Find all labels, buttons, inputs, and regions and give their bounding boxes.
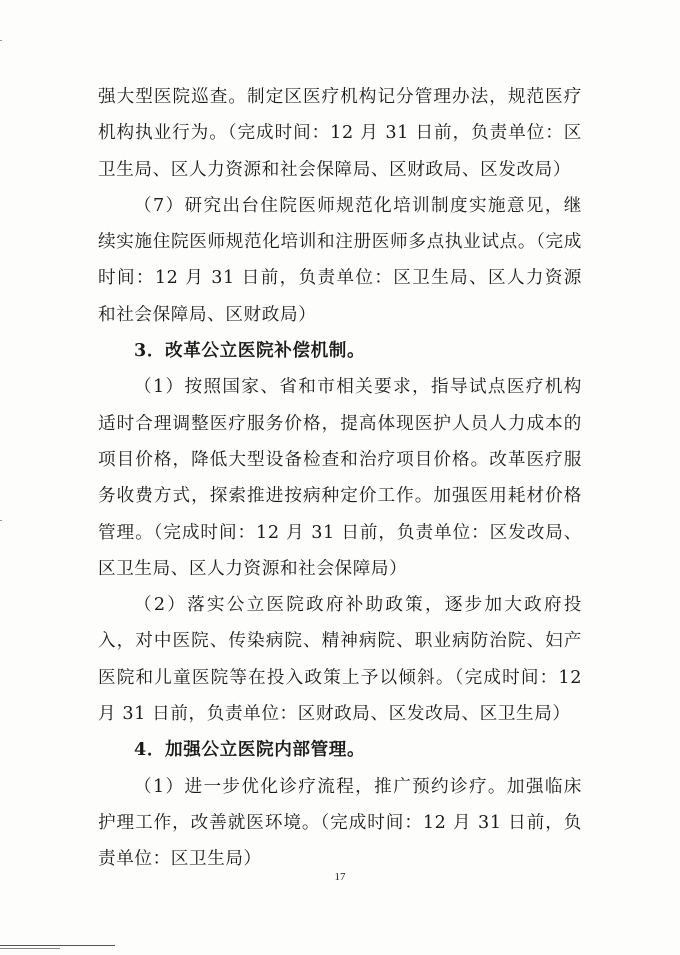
section-heading-internal-management: 4．加强公立医院内部管理。 xyxy=(134,739,366,761)
document-body xyxy=(98,79,582,878)
paragraph-service-pricing: （1）按照国家、省和市相关要求，指导试点医疗机构适时合理调整医疗服务价格，提高体现医护人员人力成本的项目价格，降低大型设备检查和治疗项目价格。改革医疗服务收费方式，探索推进按病种定价工作。加强医用耗材价格管理。（完成时间：12 月 31 日前，负责单位：区发改局、区卫生局、区人力资源和社会保障局） xyxy=(98,377,582,579)
section-heading-compensation: 3．改革公立医院补偿机制。 xyxy=(134,340,366,362)
scan-edge-mark xyxy=(0,40,2,41)
paragraph-diagnosis-process: （1）进一步优化诊疗流程，推广预约诊疗。加强临床护理工作，改善就医环境。（完成时间：12 月 31 日前，负责单位：区卫生局） xyxy=(98,776,582,870)
scan-bottom-line xyxy=(0,945,115,946)
page-number: 17 xyxy=(334,871,346,883)
paragraph-resident-training: （7）研究出台住院医师规范化培训制度实施意见，继续实施住院医师规范化培训和注册医师多点执业试点。（完成时间：12 月 31 日前，负责单位：区卫生局、区人力资源和社会保障局、区财政局） xyxy=(98,195,582,325)
scan-bottom-line xyxy=(0,948,60,949)
scan-edge-mark xyxy=(0,520,2,521)
paragraph-government-subsidy: （2）落实公立医院政府补助政策，逐步加大政府投入，对中医院、传染病院、精神病院、职业病防治院、妇产医院和儿童医院等在投入政策上予以倾斜。（完成时间：12 月 31 日前，负责单位：区财政局、区发改局、区卫生局） xyxy=(98,595,582,725)
paragraph-hospital-inspection: 强大型医院巡查。制定区医疗机构记分管理办法，规范医疗机构执业行为。（完成时间：12 月 31 日前，负责单位：区卫生局、区人力资源和社会保障局、区财政局、区发改局） xyxy=(98,87,582,180)
